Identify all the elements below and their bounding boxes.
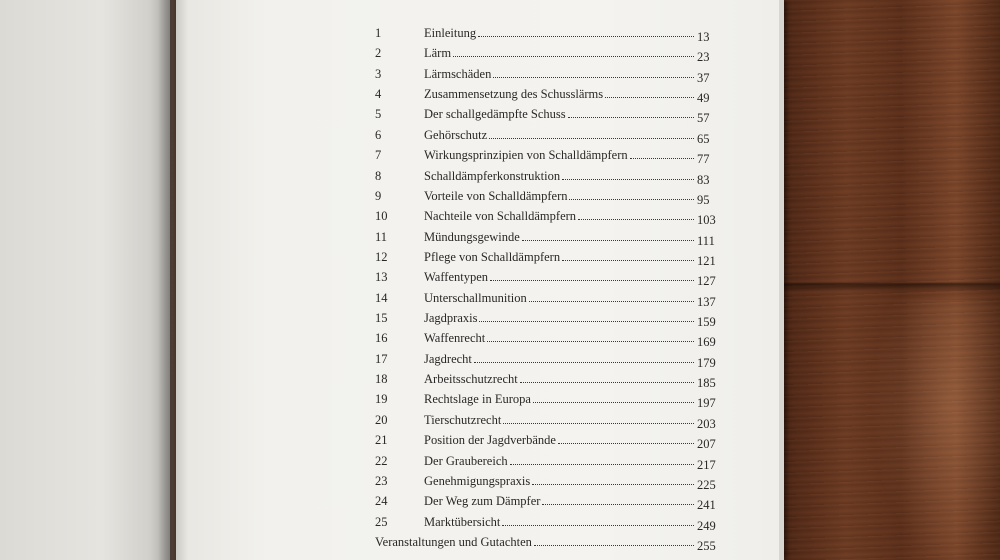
toc-title-line xyxy=(424,250,696,265)
chapter-number: 9 xyxy=(375,188,382,203)
chapter-number: 22 xyxy=(375,453,388,468)
chapter-number: 24 xyxy=(375,494,388,509)
chapter-number: 16 xyxy=(375,331,388,346)
toc-title-line xyxy=(424,128,696,143)
page-number: 13 xyxy=(697,30,710,44)
dot-leader xyxy=(522,239,694,241)
chapter-title: Veranstaltungen und Gutachten xyxy=(375,535,532,549)
chapter-title: Jagdrecht xyxy=(424,351,472,366)
dot-leader xyxy=(605,96,694,98)
chapter-title: Pflege von Schalldämpfern xyxy=(424,249,561,264)
page-number: 111 xyxy=(697,233,715,248)
chapter-number: 15 xyxy=(375,311,388,326)
toc-title-line xyxy=(424,87,696,102)
chapter-title: Lärm xyxy=(424,46,452,61)
toc-title-line xyxy=(424,433,696,448)
chapter-number: 13 xyxy=(375,270,388,285)
chapter-title: Mündungsgewinde xyxy=(424,229,520,244)
chapter-title: Schalldämpferkonstruktion xyxy=(424,168,561,183)
dot-leader xyxy=(578,218,694,220)
toc-entry xyxy=(0,26,1000,46)
toc-title-line xyxy=(375,535,696,550)
chapter-title: Jagdpraxis xyxy=(424,311,478,326)
toc-entry xyxy=(0,250,1000,270)
chapter-number: 14 xyxy=(375,290,388,305)
page-number: 37 xyxy=(697,70,710,85)
toc-title-line xyxy=(424,515,696,530)
page-number: 255 xyxy=(697,539,716,553)
chapter-number: 11 xyxy=(375,229,388,244)
toc-entry xyxy=(0,515,1000,535)
dot-leader xyxy=(474,361,694,363)
page-number: 137 xyxy=(697,294,716,309)
toc-title-line xyxy=(424,26,696,41)
chapter-number: 10 xyxy=(375,209,388,224)
toc-title-line xyxy=(424,454,696,469)
toc-entry xyxy=(0,433,1000,453)
toc-title-line xyxy=(424,107,696,122)
chapter-number: 18 xyxy=(375,372,388,387)
chapter-number: 8 xyxy=(375,168,382,183)
chapter-number: 2 xyxy=(375,46,382,61)
toc-entry xyxy=(0,107,1000,127)
page-number: 95 xyxy=(697,192,710,207)
toc-title-line xyxy=(424,372,696,387)
toc-entry xyxy=(0,352,1000,372)
chapter-number: 23 xyxy=(375,473,388,488)
toc-title-line xyxy=(424,209,696,224)
page-number: 127 xyxy=(697,274,716,289)
chapter-title: Marktübersicht xyxy=(424,514,501,529)
chapter-title: Arbeitsschutzrecht xyxy=(424,372,518,387)
toc-title-line xyxy=(424,311,696,326)
toc-title-line xyxy=(424,230,696,245)
page-number: 83 xyxy=(697,172,710,187)
chapter-title: Zusammensetzung des Schusslärms xyxy=(424,87,604,102)
toc-entry xyxy=(0,270,1000,290)
chapter-title: Der Graubereich xyxy=(424,453,508,468)
toc-entry xyxy=(0,46,1000,66)
chapter-title: Waffenrecht xyxy=(424,331,486,346)
chapter-number: 17 xyxy=(375,351,388,366)
dot-leader xyxy=(532,483,694,485)
toc-entry xyxy=(0,474,1000,494)
toc-title-line xyxy=(424,46,696,61)
page-number: 241 xyxy=(697,498,716,513)
chapter-title: Wirkungsprinzipien von Schalldämpfern xyxy=(424,148,628,163)
toc-title-line xyxy=(424,331,696,346)
dot-leader xyxy=(534,544,694,546)
page-number: 185 xyxy=(697,376,716,391)
chapter-number: 25 xyxy=(375,514,388,529)
page-number: 57 xyxy=(697,111,710,126)
chapter-number: 20 xyxy=(375,412,388,427)
chapter-title: Der Weg zum Dämpfer xyxy=(424,494,541,509)
toc-entry xyxy=(0,392,1000,412)
toc-entry xyxy=(0,169,1000,189)
toc-entry xyxy=(0,209,1000,229)
toc-entry xyxy=(0,372,1000,392)
dot-leader xyxy=(568,116,694,118)
page-number: 49 xyxy=(697,91,710,106)
chapter-title: Genehmigungspraxis xyxy=(424,473,531,488)
chapter-title: Lärmschäden xyxy=(424,66,492,81)
toc-entry xyxy=(0,67,1000,87)
chapter-title: Gehörschutz xyxy=(424,127,488,142)
toc-title-line xyxy=(424,413,696,428)
page-number: 169 xyxy=(697,335,716,350)
toc-title-line xyxy=(424,169,696,184)
dot-leader xyxy=(479,320,694,322)
toc-title-line xyxy=(424,352,696,367)
chapter-title: Der schallgedämpfte Schuss xyxy=(424,107,566,122)
toc-title-line xyxy=(424,148,696,163)
page-number: 249 xyxy=(697,518,716,533)
page-number: 203 xyxy=(697,416,716,431)
dot-leader xyxy=(502,524,694,526)
dot-leader xyxy=(562,259,694,261)
toc-title-line xyxy=(424,189,696,204)
page-number: 217 xyxy=(697,457,716,472)
toc-title-line xyxy=(424,474,696,489)
toc-title-line xyxy=(424,494,696,509)
dot-leader xyxy=(558,442,694,444)
toc-entry xyxy=(0,494,1000,514)
toc-title-line xyxy=(424,270,696,285)
dot-leader xyxy=(453,55,694,57)
dot-leader xyxy=(478,35,694,37)
chapter-number: 4 xyxy=(375,87,382,102)
page-number: 207 xyxy=(697,437,716,452)
page-number: 159 xyxy=(697,315,716,330)
page-number: 121 xyxy=(697,253,716,268)
dot-leader xyxy=(489,137,694,139)
toc-title-line xyxy=(424,392,696,407)
chapter-number: 12 xyxy=(375,249,388,264)
toc-entry xyxy=(0,311,1000,331)
chapter-title: Rechtslage in Europa xyxy=(424,392,531,407)
chapter-title: Waffentypen xyxy=(424,270,489,285)
chapter-number: 6 xyxy=(375,127,382,142)
toc-entry xyxy=(0,87,1000,107)
chapter-number: 1 xyxy=(375,26,382,40)
page-number: 77 xyxy=(697,152,710,167)
chapter-number: 7 xyxy=(375,148,382,163)
dot-leader xyxy=(533,401,694,403)
chapter-number: 19 xyxy=(375,392,388,407)
dot-leader xyxy=(562,178,694,180)
chapter-title: Vorteile von Schalldämpfern xyxy=(424,188,568,203)
dot-leader xyxy=(630,157,694,159)
toc-entry xyxy=(0,291,1000,311)
chapter-title: Tierschutzrecht xyxy=(424,412,502,427)
chapter-title: Nachteile von Schalldämpfern xyxy=(424,209,577,224)
toc-title-line xyxy=(424,291,696,306)
toc-entry xyxy=(0,148,1000,168)
chapter-number: 5 xyxy=(375,107,382,122)
dot-leader xyxy=(529,300,694,302)
toc-entry xyxy=(0,454,1000,474)
page-number: 103 xyxy=(697,213,716,228)
dot-leader xyxy=(520,381,694,383)
dot-leader xyxy=(510,463,694,465)
chapter-title: Einleitung xyxy=(424,26,477,40)
page-number: 65 xyxy=(697,131,710,146)
toc-title-line xyxy=(424,67,696,82)
page-number: 225 xyxy=(697,477,716,492)
page-number: 179 xyxy=(697,355,716,370)
page-number: 23 xyxy=(697,50,710,65)
toc-final-entry xyxy=(0,535,1000,555)
dot-leader xyxy=(490,279,694,281)
toc-entry xyxy=(0,128,1000,148)
dot-leader xyxy=(503,422,694,424)
toc-entry xyxy=(0,331,1000,351)
dot-leader xyxy=(542,503,694,505)
chapter-title: Position der Jagdverbände xyxy=(424,433,556,448)
page-number: 197 xyxy=(697,396,716,411)
dot-leader xyxy=(569,198,694,200)
chapter-number: 21 xyxy=(375,433,388,448)
dot-leader xyxy=(493,76,694,78)
toc-entry xyxy=(0,413,1000,433)
toc-entry xyxy=(0,189,1000,209)
chapter-title: Unterschallmunition xyxy=(424,290,527,305)
chapter-number: 3 xyxy=(375,66,382,81)
toc-entry xyxy=(0,230,1000,250)
dot-leader xyxy=(487,340,694,342)
